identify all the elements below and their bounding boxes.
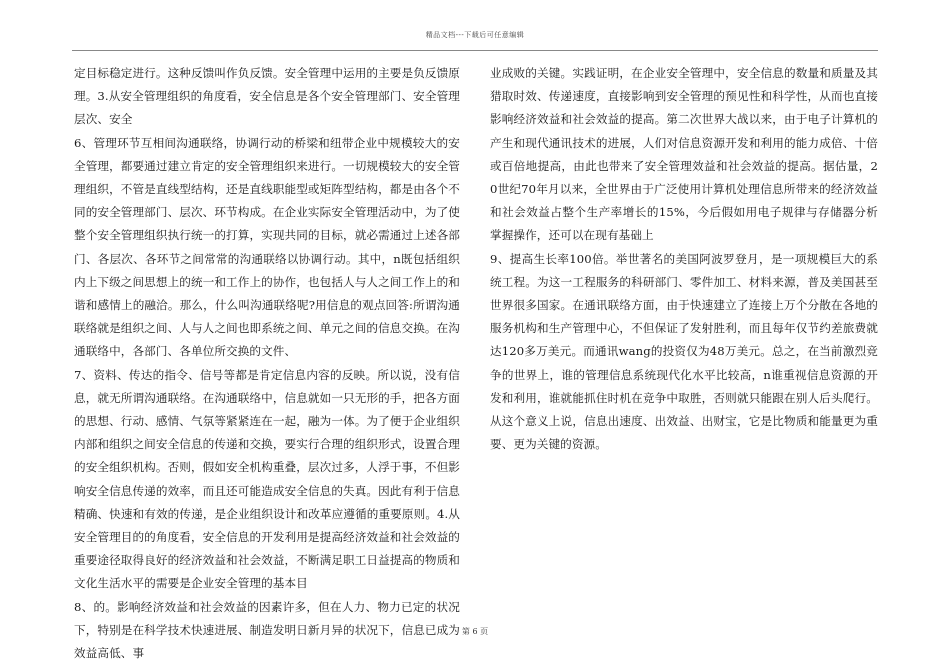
paragraph: 业成败的关键。实践证明，在企业安全管理中，安全信息的数量和质量及其猎取时效、传递速度，直接影响到安全管理的预见性和科学性，从而也直接影响经济效益和社会效益的提高。第二次世界大战以来，由于电子计算机的产生和现代通讯技术的进展，人们对信息资源开发和利用的能力成倍、十倍或百倍地提高，由此也带来了安全管理效益和社会效益的提高。据估量，20世纪70年月以来，全世界由于广泛使用计算机处理信息所带来的经济效益和社会效益占整个生产率增长的15%，今后假如用电子规律与存储器分析掌握操作，还可以在现有基础上 (490, 66, 878, 243)
paragraph: 6、管理环节互相间沟通联络，协调行动的桥梁和纽带企业中规模较大的安全管理，都要通过建立肯定的安全管理组织来进行。一切规模较大的安全管理组织，不管是直线型结构，还是直线职能型或矩阵型结构，都是由各个不同的安全管理部门、层次、环节构成。在企业实际安全管理活动中，为了使整个安全管理组织执行统一的打算，实现共同的目标，就必需通过上述各部门、各层次、各环节之间常常的沟通联络以协调行动。其中，n既包括组织内上下级之间思想上的统一和工作上的协作，也包括人与人之间工作上的和谐和感情上的融洽。那么，什么叫沟通联络呢?用信息的观点回答:所谓沟通联络就是组织之间、人与人之间也即系统之间、单元之间的信息交换。在沟通联络中，各部门、各单位所交换的文件、 (74, 135, 460, 359)
page-number: 第 6 页 (461, 627, 489, 636)
right-text-column (490, 62, 878, 456)
left-text-column (74, 62, 460, 665)
paragraph: 定目标稳定进行。这种反馈叫作负反馈。安全管理中运用的主要是负反馈原理。3.从安全管理组织的角度看，安全信息是各个安全管理部门、安全管理层次、安全 (74, 66, 460, 127)
header-divider (72, 50, 878, 51)
paragraph: 8、的。影响经济效益和社会效益的因素许多，但在人力、物力已定的状况下，特别是在科学技术快速进展、制造发明日新月异的状况下，信息已成为效益高低、事 (74, 599, 460, 661)
paragraph: 7、资料、传达的指令、信号等都是肯定信息内容的反映。所以说，没有信息，就无所谓沟通联络。在沟通联络中，信息就如一只无形的手，把各方面的思想、行动、感情、气氛等紧紧连在一起，融为一体。为了便于企业组织内部和组织之间安全信息的传递和交换，要实行合理的组织形式，设置合理的安全组织机构。否则，假如安全机构重叠，层次过多，人浮于事，不但影响安全信息传递的效率，而且还可能造成安全信息的失真。因此有利于信息精确、快速和有效的传递，是企业组织设计和改革应遵循的重要原则。4.从安全管理目的的角度看，安全信息的开发利用是提高经济效益和社会效益的重要途径取得良好的经济效益和社会效益，不断满足职工日益提高的物质和文化生活水平的需要是企业安全管理的基本目 (74, 367, 460, 591)
paragraph: 9、提高生长率100倍。举世著名的美国阿波罗登月，是一项规模巨大的系统工程。为这一工程服务的科研部门、零件加工、材料来源，普及美国甚至世界很多国家。在通讯联络方面，由于快速建立了连接上万个分散在各地的服务机构和生产管理中心，不但保证了发射胜利，而且每年仅节约差旅费就达120多万美元。而通讯wang的投资仅为48万美元。总之，在当前激烈竞争的世界上，谁的管理信息系统现代化水平比较高，n谁重视信息资源的开发和利用，谁就能抓住时机在竞争中取胜，否则就只能跟在别人后头爬行。从这个意义上说，信息出速度、出效益、出财宝，它是比物质和能量更为重要、更为关键的资源。 (490, 251, 878, 452)
page-header: 精品文档---下载后可任意编辑 (425, 31, 525, 39)
